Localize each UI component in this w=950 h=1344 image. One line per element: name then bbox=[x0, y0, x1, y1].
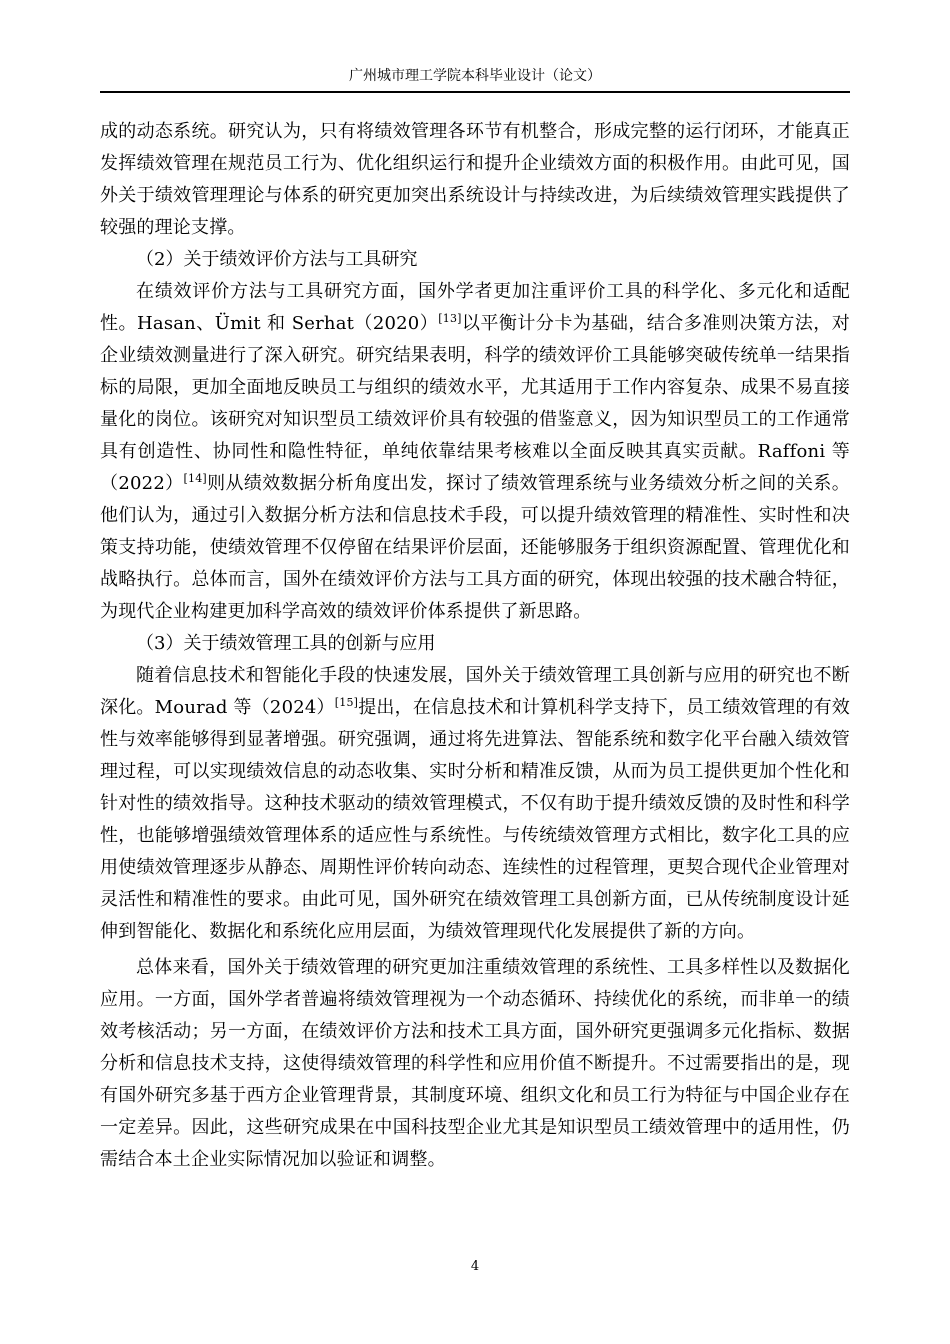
citation-13: [13] bbox=[438, 312, 462, 325]
subsection-heading-2: （2）关于绩效评价方法与工具研究 bbox=[136, 249, 418, 270]
header-divider bbox=[100, 91, 850, 93]
paragraph-continuation: 成的动态系统。研究认为，只有将绩效管理各环节有机整合，形成完整的运行闭环，才能真正发挥绩效管理在规范员工行为、优化组织运行和提升企业绩效方面的积极作用。由此可见，国外关于绩效管理理论与体系的研究更加突出系统设计与持续改进，为后续绩效管理实践提供了较强的理论支撑。 bbox=[100, 121, 850, 238]
paragraph-evaluation-methods bbox=[100, 276, 850, 628]
paragraph-summary: 总体来看，国外关于绩效管理的研究更加注重绩效管理的系统性、工具多样性以及数据化应用。一方面，国外学者普遍将绩效管理视为一个动态循环、持续优化的系统，而非单一的绩效考核活动；另一方面，在绩效评价方法和技术工具方面，国外研究更强调多元化指标、数据分析和信息技术支持，这使得绩效管理的科学性和应用价值不断提升。不过需要指出的是，现有国外研究多基于西方企业管理背景，其制度环境、组织文化和员工行为特征与中国企业存在一定差异。因此，这些研究成果在中国科技型企业尤其是知识型员工绩效管理中的适用性，仍需结合本土企业实际情况加以验证和调整。 bbox=[100, 957, 850, 1170]
citation-14: [14] bbox=[183, 472, 207, 485]
citation-15: [15] bbox=[334, 696, 359, 709]
paragraph-text: 在绩效评价方法与工具研究方面，国外学者更加注重评价工具的科学化、多元化和适配性。Hasan、Ümit 和 Serhat（2020） bbox=[100, 281, 850, 334]
paragraph-text: 提出，在信息技术和计算机科学支持下，员工绩效管理的有效性与效率能够得到显著增强。研究强调，通过将先进算法、智能系统和数字化平台融入绩效管理过程，可以实现绩效信息的动态收集、实时分析和精准反馈，从而为员工提供更加个性化和针对性的绩效指导。这种技术驱动的绩效管理模式，不仅有助于提升绩效反馈的及时性和科学性，也能够增强绩效管理体系的适应性与系统性。与传统绩效管理方式相比，数字化工具的应用使绩效管理逐步从静态、周期性评价转向动态、连续性的过程管理，更契合现代企业管理对灵活性和精准性的要求。由此可见，国外研究在绩效管理工具创新方面，已从传统制度设计延伸到智能化、数据化和系统化应用层面，为绩效管理现代化发展提供了新的方向。 bbox=[100, 697, 850, 942]
paragraph-text: 则从绩效数据分析角度出发，探讨了绩效管理系统与业务绩效分析之间的关系。他们认为，通过引入数据分析方法和信息技术手段，可以提升绩效管理的精准性、实时性和决策支持功能，使绩效管理不仅停留在结果评价层面，还能够服务于组织资源配置、管理优化和战略执行。总体而言，国外在绩效评价方法与工具方面的研究，体现出较强的技术融合特征，为现代企业构建更加科学高效的绩效评价体系提供了新思路。 bbox=[100, 473, 850, 622]
paragraph-text: 以平衡计分卡为基础，结合多准则决策方法，对企业绩效测量进行了深入研究。研究结果表明，科学的绩效评价工具能够突破传统单一结果指标的局限，更加全面地反映员工与组织的绩效水平，尤其适用于工作内容复杂、成果不易直接量化的岗位。该研究对知识型员工绩效评价具有较强的借鉴意义，因为知识型员工的工作通常具有创造性、协同性和隐性特征，单纯依靠结果考核难以全面反映其真实贡献。Raffoni 等（2022） bbox=[100, 313, 851, 494]
page-number: 4 bbox=[470, 1259, 480, 1274]
paragraph-text: 随着信息技术和智能化手段的快速发展，国外关于绩效管理工具创新与应用的研究也不断深化。Mourad 等（2024） bbox=[100, 665, 850, 718]
subsection-heading-3: （3）关于绩效管理工具的创新与应用 bbox=[136, 633, 436, 654]
page-body bbox=[100, 116, 850, 1176]
running-header: 广州城市理工学院本科毕业设计（论文） bbox=[349, 68, 601, 84]
paragraph-tool-innovation bbox=[100, 660, 850, 948]
